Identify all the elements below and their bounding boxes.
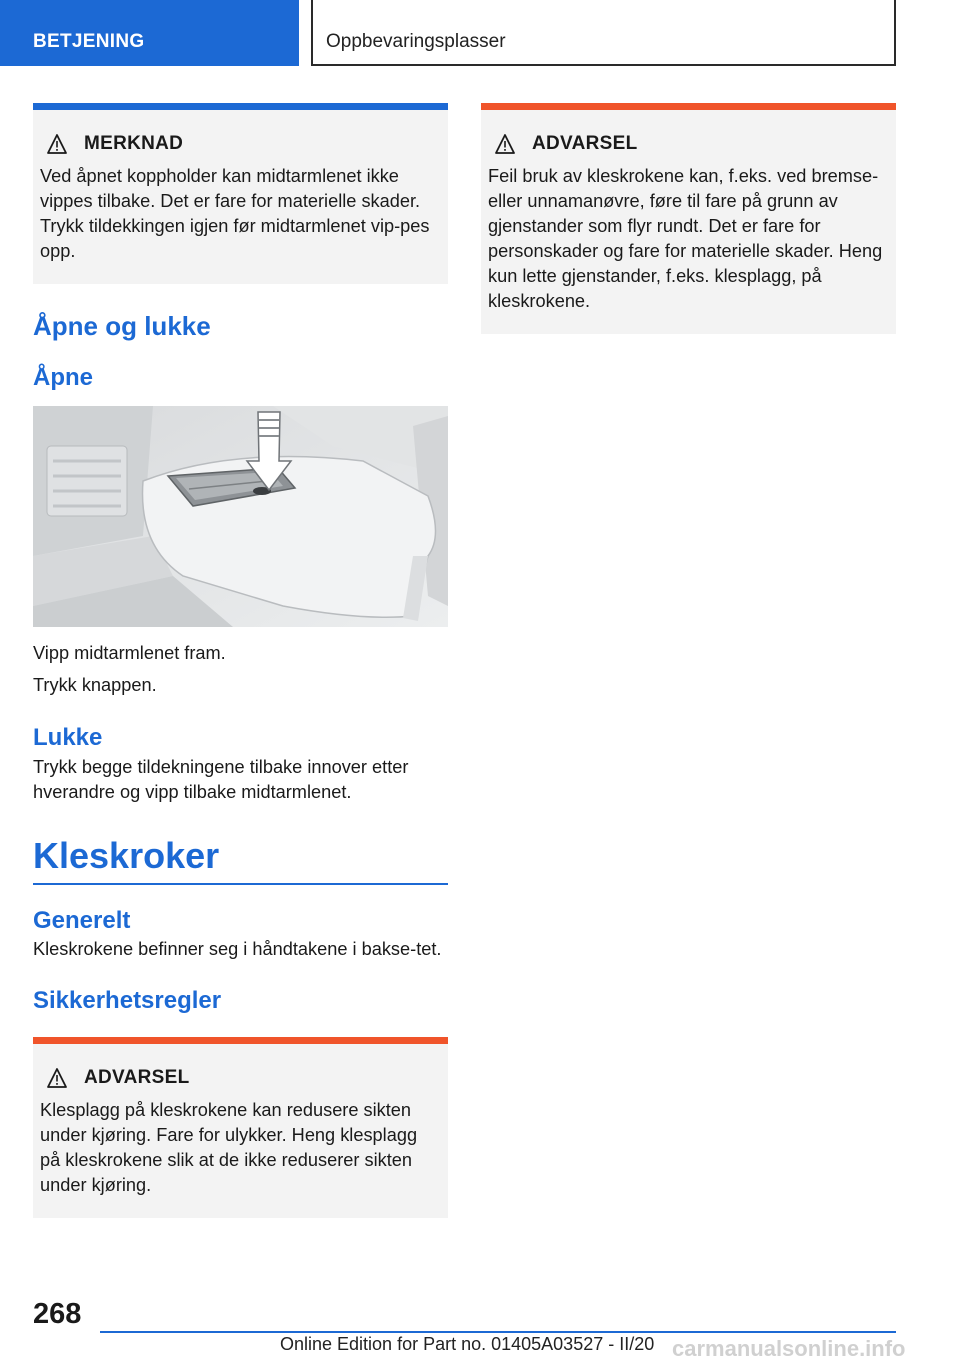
- notice-title: ADVARSEL: [84, 1067, 190, 1088]
- footer-divider: [100, 1331, 896, 1333]
- armrest-drawing: [33, 406, 448, 627]
- armrest-illustration: [33, 406, 448, 627]
- general-text: Kleskrokene befinner seg i håndtakene i bakse-tet.: [33, 939, 442, 959]
- close-text: Trykk begge tildekningene tilbake innover etter hverandre og vipp tilbake midtarmlenet.: [33, 757, 409, 802]
- step-1: Vipp midtarmlenet fram.: [33, 643, 226, 663]
- heading-general: Generelt: [33, 907, 131, 934]
- chapter-tab: [311, 0, 896, 66]
- merknad-notice: [33, 103, 448, 284]
- notice-title: MERKNAD: [84, 133, 184, 154]
- notice-body: Klesplagg på kleskrokene kan redusere sikten under kjøring. Fare for ulykker. Heng klesplagg på kleskrokene slik at de ikke reduserer sikten under kjøring.: [40, 1100, 418, 1195]
- chapter-title: Oppbevaringsplasser: [326, 31, 506, 52]
- warning-triangle-icon: [494, 133, 528, 155]
- advarsel-notice-left: [33, 1037, 448, 1218]
- right-column: [481, 103, 896, 334]
- heading-open-close: Åpne og lukke: [33, 311, 211, 341]
- heading-open: Åpne: [33, 364, 93, 391]
- section-title: BETJENING: [33, 31, 145, 52]
- page-number: 268: [33, 1298, 82, 1330]
- advarsel-notice-right: [481, 103, 896, 334]
- left-column: [33, 103, 448, 1218]
- edition-text: Online Edition for Part no. 01405A03527 - II/20: [280, 1334, 655, 1354]
- heading-hooks: Kleskroker: [33, 835, 220, 876]
- heading-underline: [33, 883, 448, 885]
- warning-triangle-icon: [46, 1067, 80, 1089]
- watermark[interactable]: carmanualsonline.info: [672, 1336, 906, 1361]
- notice-title: ADVARSEL: [532, 133, 638, 154]
- heading-safety: Sikkerhetsregler: [33, 987, 222, 1014]
- warning-triangle-icon: [46, 133, 80, 155]
- notice-body: Feil bruk av kleskrokene kan, f.eks. ved bremse- eller unnamanøvre, føre til fare på grunn av gjenstander som flyr rundt. Det er fare for personskader og fare for materielle skader. Heng kun lette gjenstander, f.eks. klesplagg, på kleskrokene.: [488, 166, 883, 311]
- heading-close: Lukke: [33, 724, 103, 751]
- notice-body: Ved åpnet koppholder kan midtarmlenet ikke vippes tilbake. Det er fare for materielle skader. Trykk tildekkingen igjen før midtarmlenet vip-pes opp.: [40, 166, 430, 261]
- section-tab: [0, 0, 299, 66]
- step-2: Trykk knappen.: [33, 675, 157, 695]
